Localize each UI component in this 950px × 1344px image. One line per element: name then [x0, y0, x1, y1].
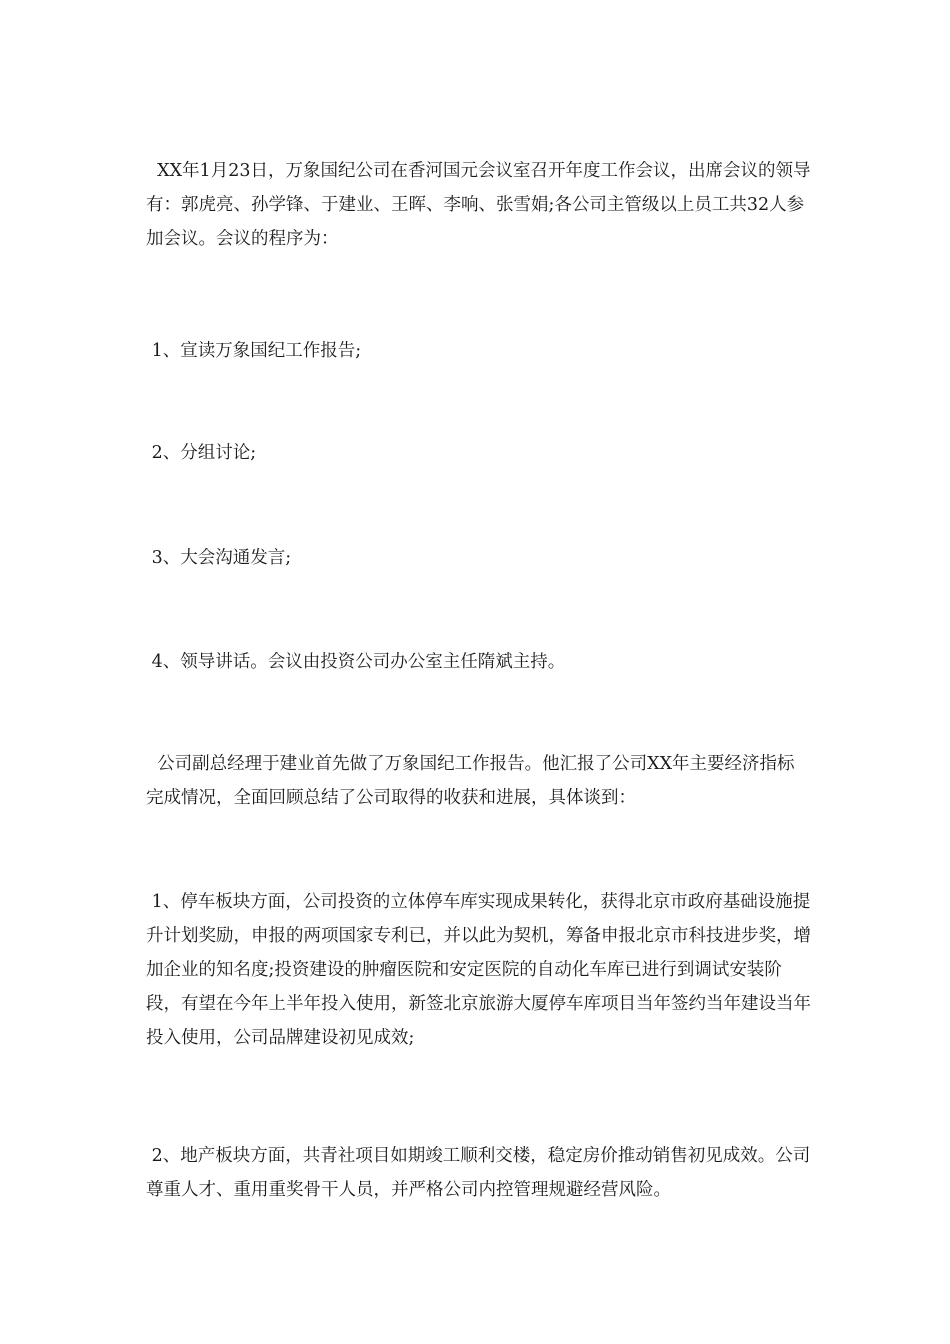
report-intro-paragraph: 公司副总经理于建业首先做了万象国纪工作报告。他汇报了公司XX年主要经济指标完成情况，全面回顾总结了公司取得的收获和进展，具体谈到：: [146, 754, 795, 808]
report-item-2: 2、地产板块方面，共青社项目如期竣工顺利交楼，稳定房价推动销售初见成效。公司尊重人才、重用重奖骨干人员，并严格公司内控管理规避经营风险。: [146, 1146, 811, 1200]
agenda-item-4: 4、领导讲话。会议由投资公司办公室主任隋斌主持。: [146, 652, 566, 672]
report-item-1: 1、停车板块方面，公司投资的立体停车库实现成果转化，获得北京市政府基础设施提升计划奖励，申报的两项国家专利已，并以此为契机，筹备申报北京市科技进步奖，增加企业的知名度;投资建设的肿瘤医院和安定医院的自动化车库已进行到调试安装阶段，有望在今年上半年投入使用，新签北京旅游大厦停车库项目当年签约当年建设当年投入使用，公司品牌建设初见成效;: [146, 892, 811, 1048]
agenda-item-1: 1、宣读万象国纪工作报告;: [146, 341, 362, 361]
intro-paragraph: XX年1月23日，万象国纪公司在香河国元会议室召开年度工作会议，出席会议的领导有：郭虎亮、孙学锋、于建业、王晖、李响、张雪娟;各公司主管级以上员工共32人参加会议。会议的程序为：: [146, 161, 811, 249]
agenda-item-3: 3、大会沟通发言;: [146, 548, 292, 568]
agenda-item-2: 2、分组讨论;: [146, 443, 257, 463]
